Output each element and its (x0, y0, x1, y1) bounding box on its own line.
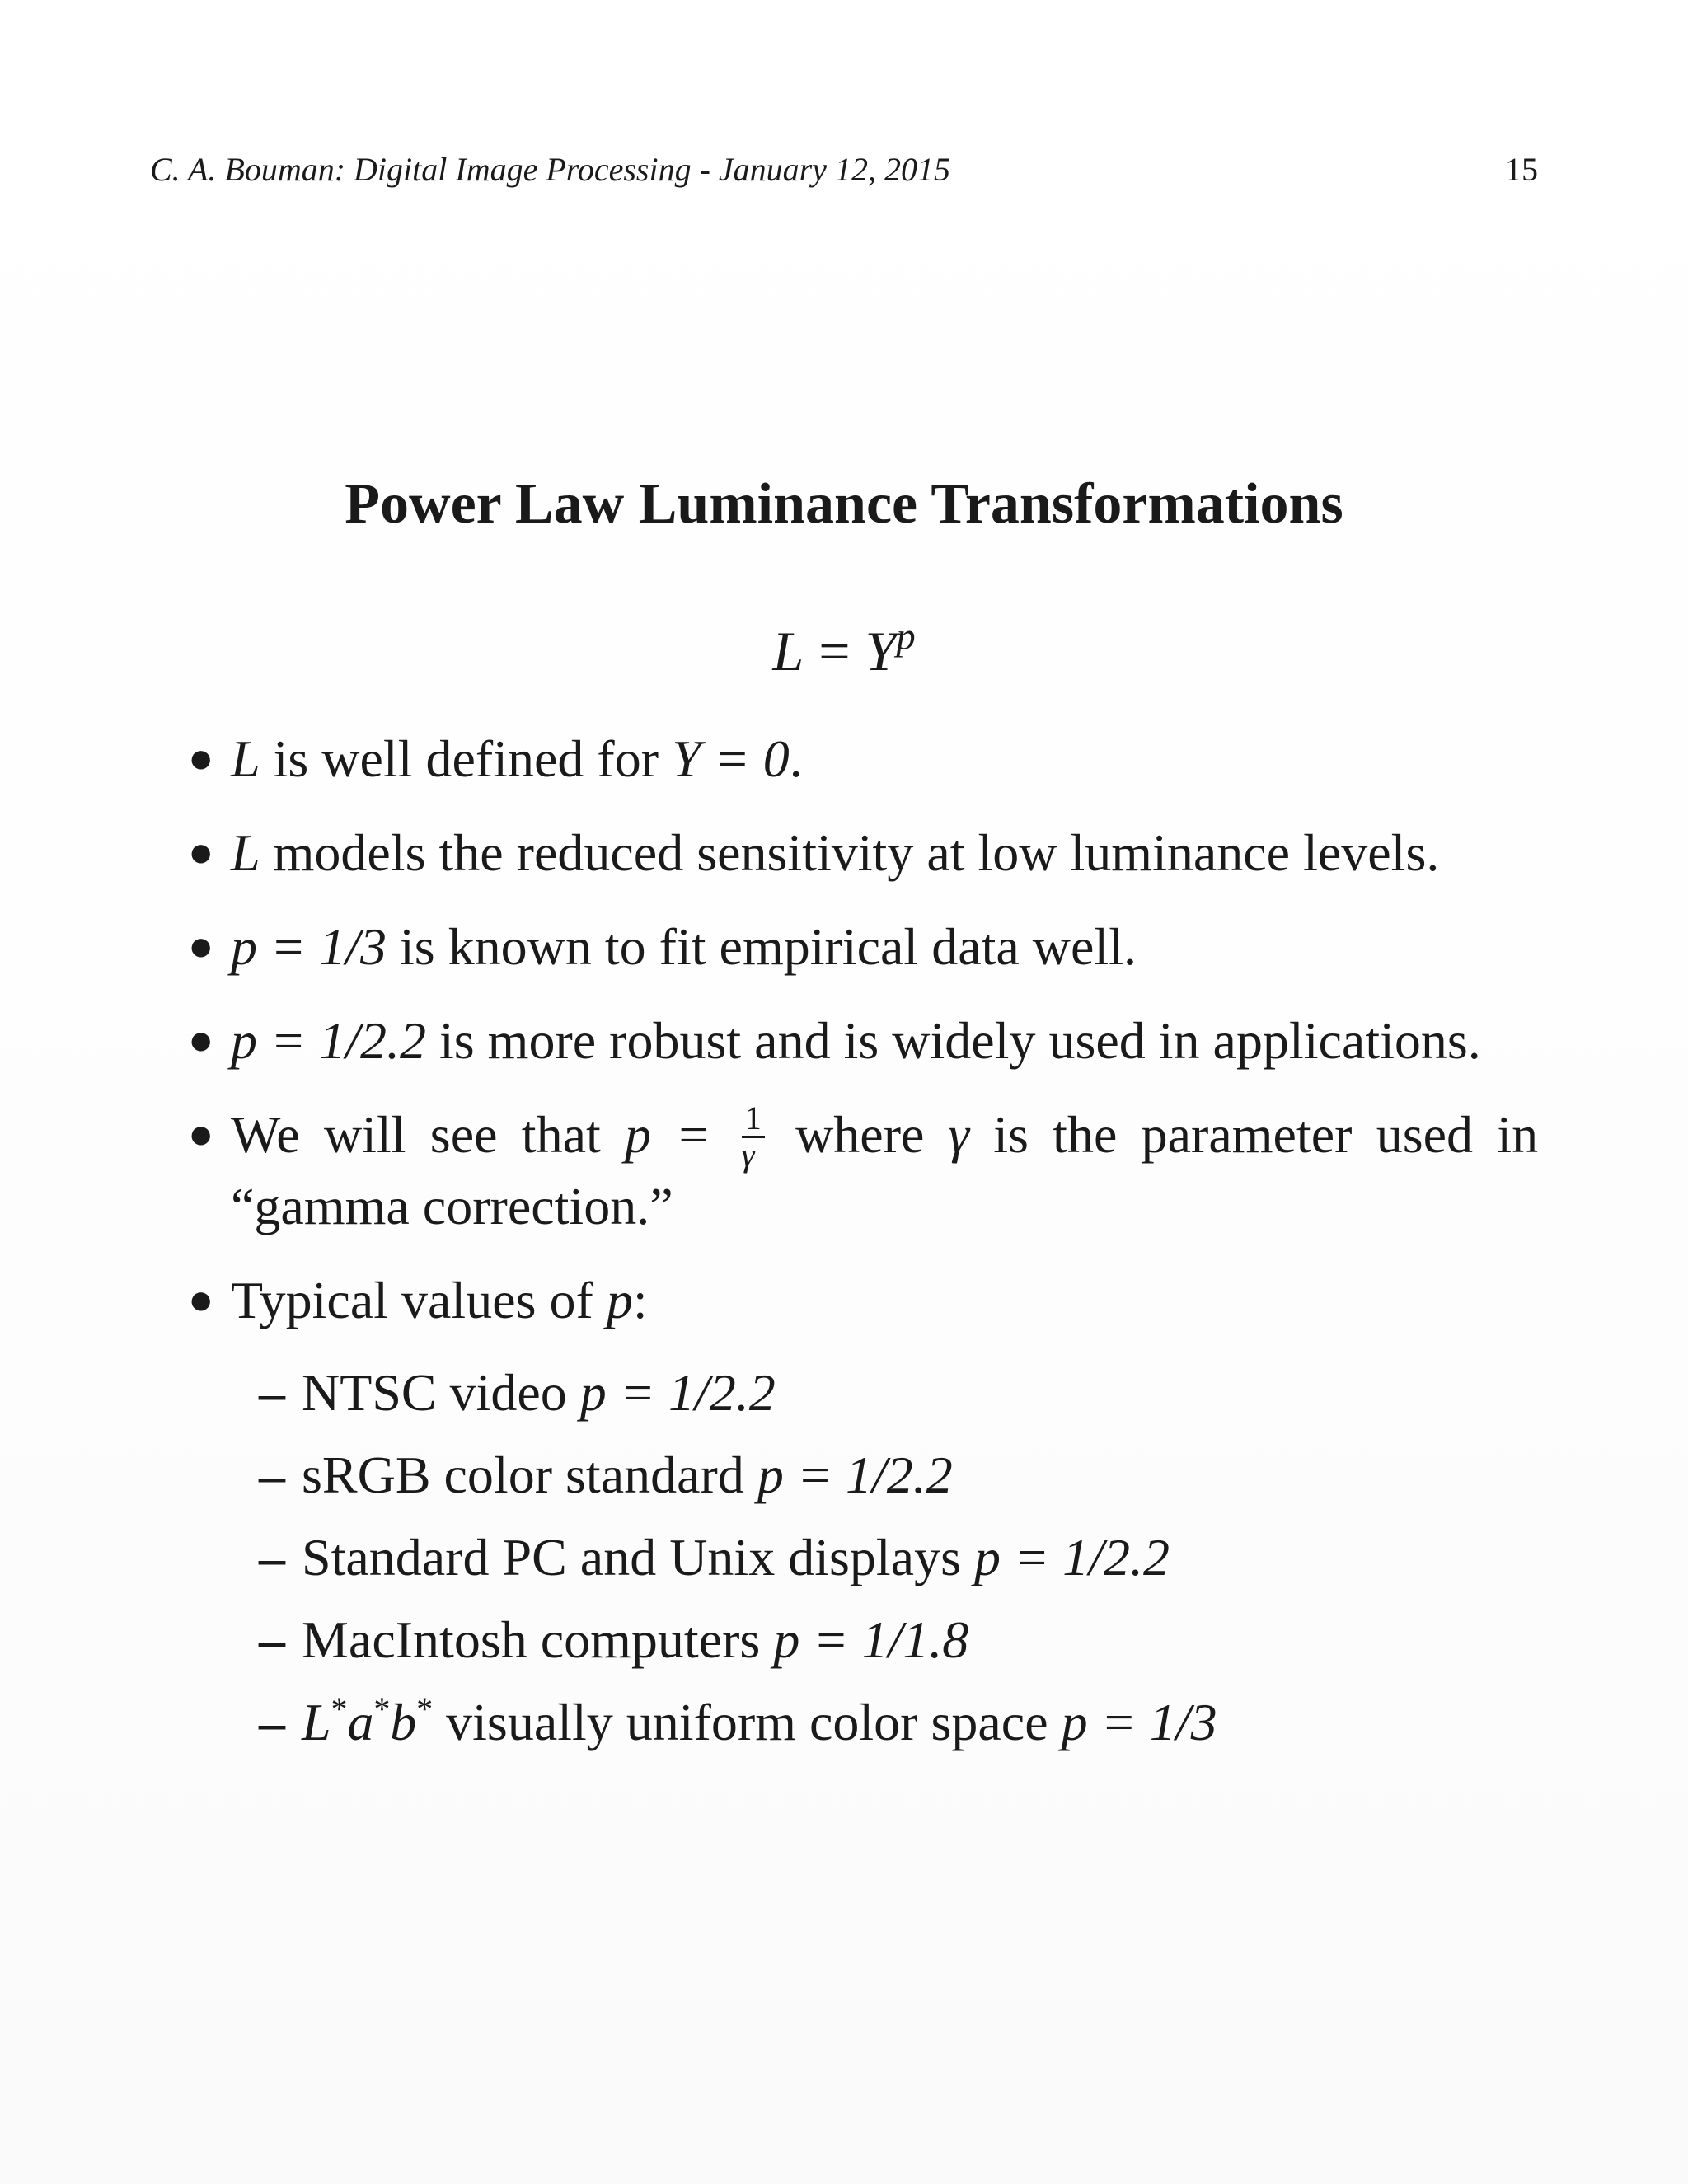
math-expression: p = (625, 1105, 711, 1165)
sub-list-item (231, 1689, 1538, 1756)
sub-item-label: NTSC video (302, 1363, 567, 1422)
fraction-denominator: γ (741, 1137, 755, 1174)
bullet-dot: ● (188, 1017, 214, 1064)
sub-list-item (231, 1524, 1538, 1591)
fraction-numerator: 1 (742, 1101, 765, 1138)
sub-item-label: Standard PC and Unix displays (302, 1528, 961, 1586)
bullet-list (183, 725, 1538, 1783)
math-variable: b (390, 1693, 417, 1751)
bullet-text: is known to fit empirical data well. (399, 917, 1137, 976)
equation-lhs: L (772, 620, 804, 682)
math-variable: γ (948, 1105, 969, 1165)
bullet-dot: ● (188, 829, 214, 876)
bullet-item (183, 1101, 1538, 1240)
math-expression: p = 1/1.8 (773, 1610, 969, 1669)
bullet-text: is the parameter used in “gamma correction.” (231, 1105, 1539, 1235)
bullet-text: models the reduced sensitivity at low luminance levels. (273, 823, 1440, 882)
superscript-star: * (331, 1691, 348, 1728)
bullet-text: We will see that (231, 1105, 601, 1165)
sub-list-dash: – (259, 1363, 285, 1422)
sub-item-label: sRGB color standard (302, 1446, 744, 1504)
math-variable: a (347, 1693, 374, 1751)
sub-item-label: visually uniform color space (446, 1693, 1048, 1751)
math-expression: p = 1/2.2 (973, 1528, 1170, 1586)
sub-list-dash: – (259, 1446, 285, 1504)
slide-title: Power Law Luminance Transformations (345, 472, 1343, 536)
sub-list-dash: – (259, 1693, 285, 1751)
bullet-text: Typical values of (231, 1271, 593, 1329)
equation-exponent: p (896, 616, 916, 658)
math-expression: p = 1/2.2 (757, 1446, 953, 1504)
math-expression: p = 1/2.2 (231, 1011, 426, 1070)
bullet-item (183, 819, 1538, 887)
bullet-text: is well defined for (273, 729, 659, 788)
bullet-item (183, 1007, 1538, 1075)
math-variable: L (231, 823, 260, 882)
main-equation (0, 616, 1688, 686)
bullet-item (183, 913, 1538, 981)
sub-list (231, 1359, 1538, 1756)
bullet-item (183, 1267, 1538, 1756)
sub-list-item (231, 1441, 1538, 1509)
fraction (742, 1101, 765, 1173)
bullet-item (183, 725, 1538, 793)
bullet-punctuation: . (789, 729, 803, 788)
math-expression: p = 1/2.2 (579, 1363, 776, 1422)
equation-equals: = (818, 620, 851, 682)
running-title: C. A. Bouman: Digital Image Processing - January 12, 2015 (150, 151, 950, 188)
bullet-dot: ● (188, 1277, 214, 1324)
bullet-dot: ● (188, 1111, 214, 1158)
math-expression: p = 1/3 (231, 917, 387, 976)
bullet-dot: ● (188, 923, 214, 970)
superscript-star: * (373, 1691, 391, 1728)
sub-list-dash: – (259, 1528, 285, 1586)
sub-list-item (231, 1606, 1538, 1674)
math-expression: Y = 0 (672, 729, 790, 788)
math-variable: L (302, 1693, 331, 1751)
sub-list-dash: – (259, 1610, 285, 1669)
page-number: 15 (1505, 151, 1538, 188)
bullet-text: where (795, 1105, 925, 1165)
superscript-star: * (416, 1691, 434, 1728)
sub-list-item (231, 1359, 1538, 1427)
bullet-text: is more robust and is widely used in applications. (438, 1011, 1481, 1070)
bullet-dot: ● (188, 735, 214, 782)
math-variable: L (231, 729, 260, 788)
equation-base: Y (865, 620, 897, 682)
page-header (150, 150, 1538, 190)
math-variable: p (606, 1271, 633, 1329)
bullet-punctuation: : (632, 1271, 648, 1329)
sub-item-label: MacIntosh computers (302, 1610, 761, 1669)
math-expression: p = 1/3 (1061, 1693, 1217, 1751)
